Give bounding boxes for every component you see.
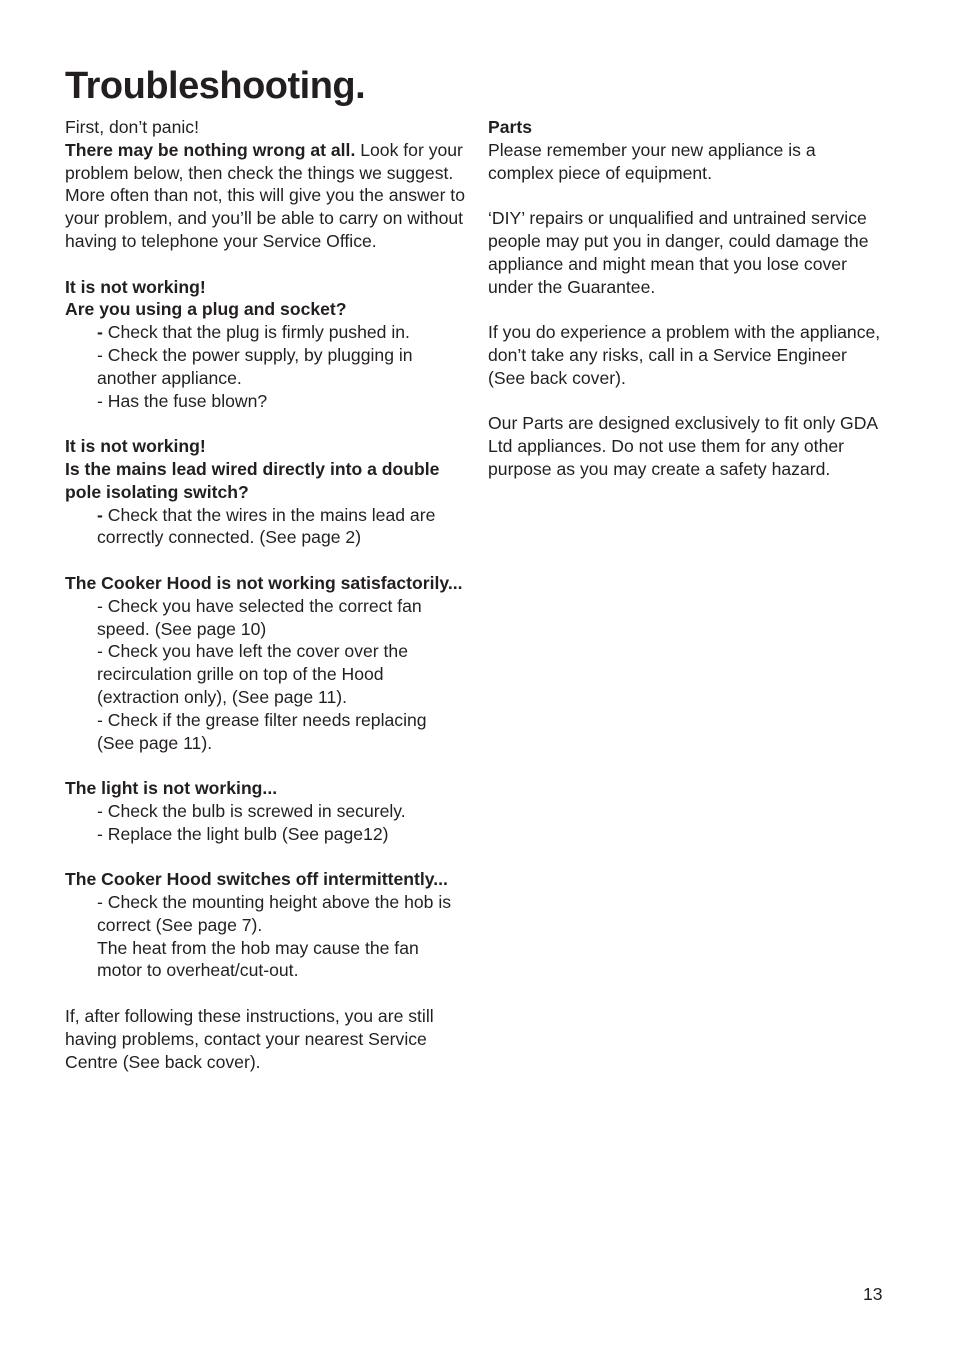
check-item: - Check that the plug is firmly pushed in. [97, 322, 410, 343]
check-item: - Check that the wires in the mains lead are correctly connected. (See page 2) [97, 504, 436, 548]
check-item-note: The heat from the hob may cause the fan motor to overheat/cut-out. [97, 937, 419, 981]
section-subheading: Is the mains lead wired directly into a double pole isolating switch? [65, 458, 440, 502]
intro-paragraph [65, 139, 465, 253]
right-column [488, 116, 883, 481]
parts-paragraph: Please remember your new appliance is a complex piece of equipment. [488, 139, 816, 183]
check-item: - Check you have selected the correct fan speed. (See page 10) [97, 595, 422, 639]
intro-bold-lead: There may be nothing wrong at all. [65, 139, 356, 160]
section-subheading: Are you using a plug and socket? [65, 299, 347, 320]
section-heading: The Cooker Hood is not working satisfactorily... [65, 572, 463, 593]
parts-paragraph: ‘DIY’ repairs or unqualified and untrained service people may put you in danger, could damage the appliance and might mean that you lose cover under the Guarantee. [488, 208, 869, 297]
parts-paragraph: If you do experience a problem with the appliance, don’t take any risks, call in a Service Engineer (See back cover). [488, 322, 881, 388]
check-item: - Check the power supply, by plugging in another appliance. [97, 344, 413, 388]
left-column [65, 116, 465, 1073]
section-heading: It is not working! [65, 276, 206, 297]
section-heading: It is not working! [65, 436, 206, 457]
intro-body: Look for your problem below, then check the things we suggest. More often than not, this will give you the answer to your problem, and you’ll be able to carry on without having to telephone your Service Office. [65, 139, 465, 251]
parts-paragraph: Our Parts are designed exclusively to fit only GDA Ltd appliances. Do not use them for any other purpose as you may create a safety hazard. [488, 413, 878, 479]
intro-first-line: First, don’t panic! [65, 117, 199, 137]
check-item: - Check the mounting height above the hob is correct (See page 7). [97, 892, 452, 935]
check-item: - Check you have left the cover over the recirculation grille on top of the Hood (extraction only), (See page 11). [97, 641, 408, 707]
check-item: - Replace the light bulb (See page12) [97, 823, 389, 844]
check-item: - Check the bulb is screwed in securely. [97, 800, 406, 821]
section-heading: The Cooker Hood switches off intermittently... [65, 869, 448, 890]
page-title: Troubleshooting. [65, 65, 366, 107]
parts-heading: Parts [488, 117, 533, 137]
check-item: - Has the fuse blown? [97, 390, 268, 411]
closing-paragraph: If, after following these instructions, you are still having problems, contact your nearest Service Centre (See back cover). [65, 1006, 434, 1072]
section-heading: The light is not working... [65, 778, 278, 799]
page-number: 13 [863, 1284, 883, 1304]
check-item: - Check if the grease filter needs replacing (See page 11). [97, 709, 427, 753]
